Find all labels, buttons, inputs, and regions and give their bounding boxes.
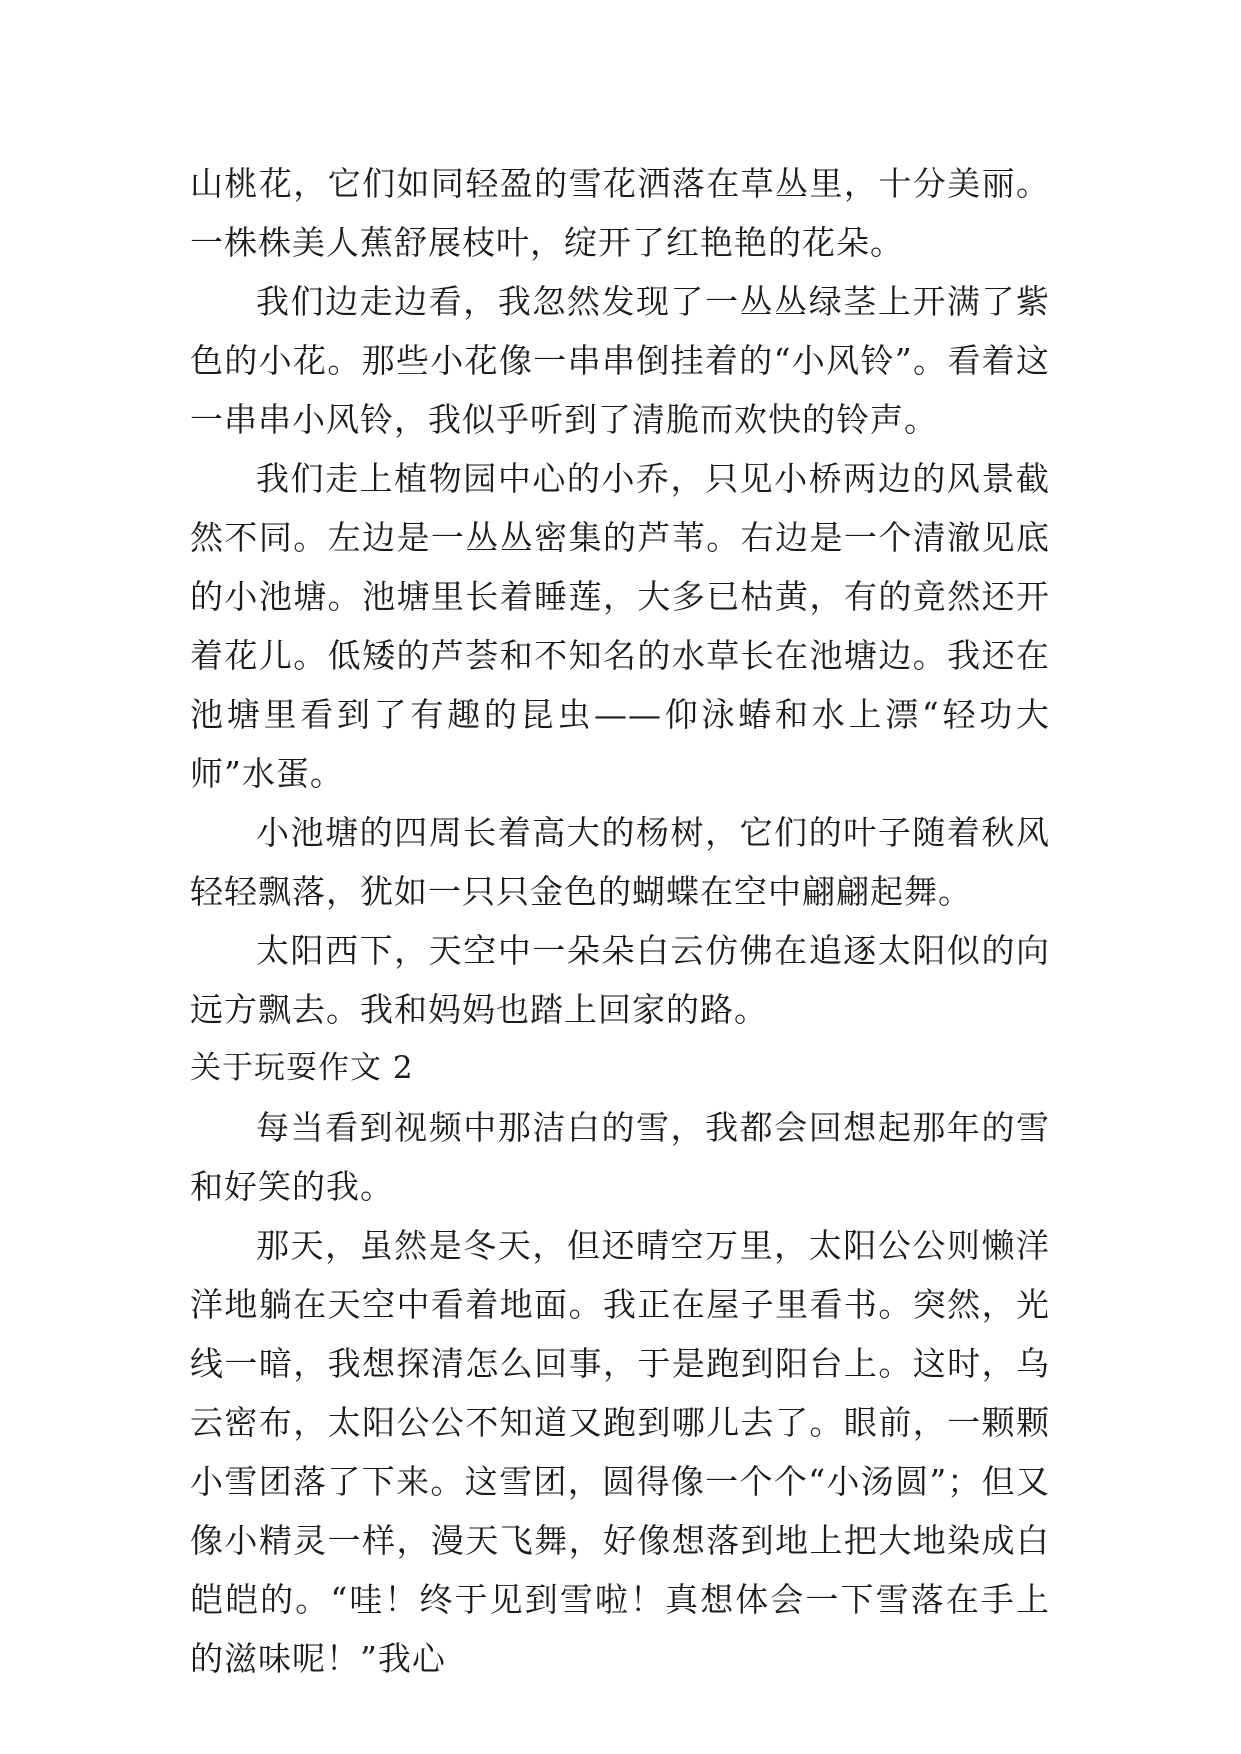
paragraph-p6: 每当看到视频中那洁白的雪，我都会回想起那年的雪和好笑的我。 (190, 1108, 1050, 1206)
section-heading: 关于玩耍作文 2 (190, 1050, 414, 1086)
paragraph-p2: 我们边走边看，我忽然发现了一丛丛绿茎上开满了紫色的小花。那些小花像一串串倒挂着的“小风铃”。看着这一串串小风铃，我似乎听到了清脆而欢快的铃声。 (190, 282, 1050, 439)
paragraph-p7: 那天，虽然是冬天，但还晴空万里，太阳公公则懒洋洋地躺在天空中看着地面。我正在屋子里看书。突然，光线一暗，我想探清怎么回事，于是跑到阳台上。这时，乌云密布，太阳公公不知道又跑到哪儿去了。眼前，一颗颗小雪团落了下来。这雪团，圆得像一个个“小汤圆”；但又像小精灵一样，漫天飞舞，好像想落到地上把大地染成白皑皑的。“哇！终于见到雪啦！真想体会一下雪落在手上的滋味呢！”我心 (190, 1226, 1050, 1678)
paragraph-p4: 小池塘的四周长着高大的杨树，它们的叶子随着秋风轻轻飘落，犹如一只只金色的蝴蝶在空中翩翩起舞。 (190, 813, 1050, 911)
paragraph-p3: 我们走上植物园中心的小乔，只见小桥两边的风景截然不同。左边是一丛丛密集的芦苇。右边是一个清澈见底的小池塘。池塘里长着睡莲，大多已枯黄，有的竟然还开着花儿。低矮的芦荟和不知名的水草长在池塘边。我还在池塘里看到了有趣的昆虫——仰泳蝽和水上漂“轻功大师”水蛋。 (190, 459, 1050, 793)
paragraph-p1: 山桃花，它们如同轻盈的雪花洒落在草丛里，十分美丽。一株株美人蕉舒展枝叶，绽开了红艳艳的花朵。 (190, 164, 1050, 262)
paragraph-p5: 太阳西下，天空中一朵朵白云仿佛在追逐太阳似的向远方飘去。我和妈妈也踏上回家的路。 (190, 931, 1050, 1029)
document-body (190, 154, 1050, 1688)
